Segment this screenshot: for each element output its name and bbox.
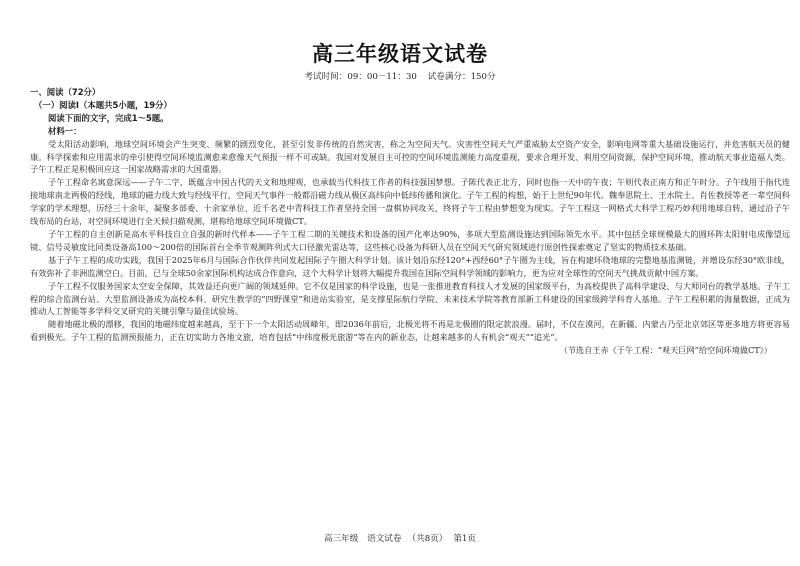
material-label: 材料一： [48,125,82,136]
section-title: 一、阅读（72分） [30,87,101,97]
subsection-title: （一）阅读Ⅰ（本题共5小题，19分） [34,99,172,110]
paragraph-2: 子午工程命名寓意深远——子午二字，既蕴含中国古代的天文和地理观，也承载当代科技工作者的科技强国梦想。子陈代表正北方，同时也指一天中的午夜；午则代表正南方和正午时分。子午线用于指代连接地球南北两极的经线，地球的磁力线大致与经线平行，空间天气事件一般都沿磁力线从极区高纬向中低纬传播和演化。子午工程的构想，始于上世纪90年代。魏奉思院士、王水院士、肖佐教授等老一辈空间科学家的学术理想，历经三十余年，凝聚多部委、十余家单位、近千名老中青科技工作者坚持全国一盘棋协同攻关，终将子午工程由梦想变为现实。子午工程这一网格式大科学工程巧妙利用地球自转，通过沿子午线布局的台站，对空间环境进行全天候扫描观测，堪称给地球空间环境做CT。 [30,177,790,227]
footer-page-number: 第1页 [453,534,476,544]
page-footer [0,532,800,544]
exam-meta [0,70,800,82]
paragraph-3: 子午工程的自主创新是高水平科技自立自强的新时代样本——子午工程二期的关键技术和设备的国产化率达90%，多项大型监测设施达到国际领先水平。其中包括全球规模最大的圆环阵太阳射电成像望远镜、信号灵敏度比同类设备高100～200倍的国际首台全季节观测阵列式大口径激光雷达等，这些核心设备为科研人员在空间天气研究领域进行原创性探索奠定了坚实的物质技术基础。 [30,228,790,252]
paragraph-5: 子午工程不仅服务国家太空安全保障，其效益还向更广阔的领域延伸。它不仅是国家的科学设施，也是一张推进教育科技人才发展的国家级平台，为高校提供了高科学建设、与大师同台的教学基地。子午工程的综合监测台站、大型监测设备成为高校本科、研究生教学的“四野课堂”和进站实验室，是支撑星际航行学院、未来技术学院等教育部新工科建设的国家级跨学科育人基地。子午工程积累的海量数据，正成为推动人工智能等多学科交叉研究的关键引擎与最佳试验场。 [30,280,790,317]
footer-grade: 高三年级 [323,534,359,544]
exam-time: 考试时间：09：00－11：30 [304,72,417,82]
full-score: 试卷满分：150分 [427,72,496,82]
exam-title: 高三年级语文试卷 [312,42,488,66]
paragraph-4: 基于子午工程的成功实践，我国于2025年6月与国际合作伙伴共同发起国际子午圈大科学计划。该计划沿东经120°+西经60°子午圈为主线，旨在构建环绕地球的完整地基监测链，并增设东经30°欧非线，有效弥补了非洲监测空白。目前，已与全球50余家国际机构达成合作意向，这个大科学计划将大幅提升我国在国际空间科学领域的影响力，更为应对全球性的空间天气挑战贡献中国方案。 [30,254,790,278]
footer-pages: （共8页） [407,534,448,544]
source-citation: （节选自王赤《于午工程：“观天巨网”给空间环境做CT》） [559,345,772,356]
exam-content [30,86,790,357]
reading-instruction: 阅读下面的文字，完成1～5题。 [48,112,169,123]
paragraph-6: 随着地磁北极的漂移，我国的地磁纬度越来越高，至于下一个太阳活动周峰年，即2036年前后，北极光将不再是北极圈的限定款浪漫。届时，不仅在漠河，在新疆、内蒙古乃至北京郊区等更多地方将更容易看到极光。子午工程的监测预报能力，正在切实助力各地文旅，培育包括“中纬度极光旅游”等在内的新业态，让越来越多的人有机会“观天”“追光”。 [30,319,790,343]
paragraph-1: 受太阳活动影响，地球空间环境会产生突变、频繁的剧烈变化，甚至引发非传统的自然灾害，称之为空间天气。灾害性空间天气严重威胁太空资产安全，影响电网等重大基础设施运行，并危害航天员的健康。科学探索和应用需求的牵引使得空间环境监测愈来愈像天气预报一样不可或缺。我国对发展自主可控的空间环境监测能力高度重视，要求合理开发、利用空间资源，保护空间环境，推动航天事业造福人类。子午工程正是积极回应这一国家战略需求的大国重器。 [30,138,790,175]
footer-subject: 语文试卷 [367,534,402,544]
